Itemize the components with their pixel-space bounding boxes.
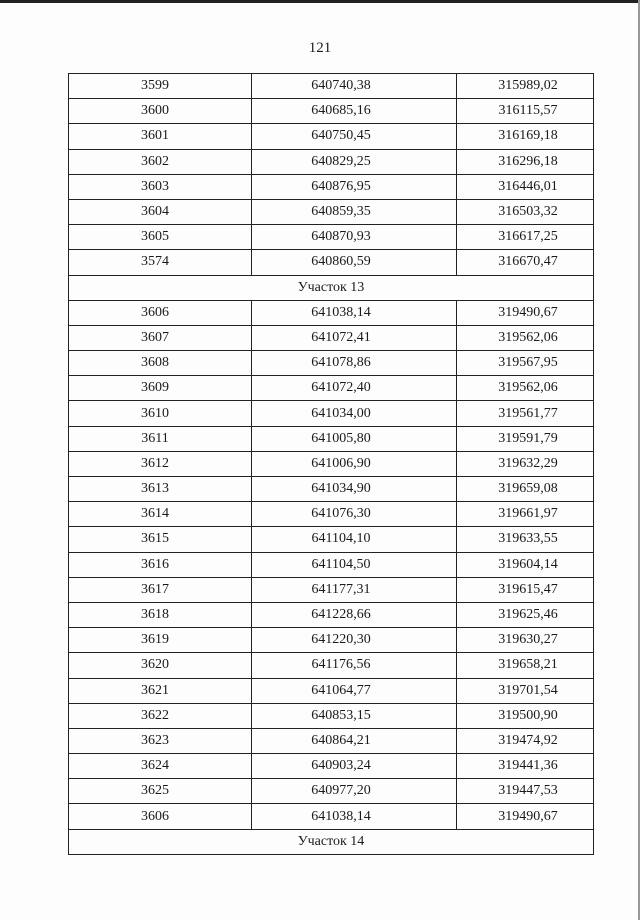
point-number-cell: 3613 [69, 477, 252, 502]
table-row [69, 149, 594, 174]
section-label: Участок 13 [69, 275, 594, 300]
coordinates-table-body [69, 74, 594, 855]
point-number-cell: 3574 [69, 250, 252, 275]
y-coordinate-cell: 319490,67 [457, 804, 594, 829]
x-coordinate-cell: 641034,90 [252, 477, 457, 502]
x-coordinate-cell: 641177,31 [252, 577, 457, 602]
table-row [69, 678, 594, 703]
scan-edge-top [0, 0, 640, 3]
point-number-cell: 3620 [69, 653, 252, 678]
point-number-cell: 3614 [69, 502, 252, 527]
y-coordinate-cell: 319561,77 [457, 401, 594, 426]
point-number-cell: 3612 [69, 451, 252, 476]
x-coordinate-cell: 641078,86 [252, 351, 457, 376]
y-coordinate-cell: 319661,97 [457, 502, 594, 527]
x-coordinate-cell: 640977,20 [252, 779, 457, 804]
y-coordinate-cell: 316115,57 [457, 99, 594, 124]
x-coordinate-cell: 640860,59 [252, 250, 457, 275]
x-coordinate-cell: 640853,15 [252, 703, 457, 728]
table-row [69, 426, 594, 451]
point-number-cell: 3625 [69, 779, 252, 804]
y-coordinate-cell: 319490,67 [457, 300, 594, 325]
y-coordinate-cell: 319447,53 [457, 779, 594, 804]
table-row [69, 804, 594, 829]
page-number: 121 [308, 40, 332, 56]
x-coordinate-cell: 641072,41 [252, 325, 457, 350]
table-row [69, 124, 594, 149]
x-coordinate-cell: 641176,56 [252, 653, 457, 678]
table-row [69, 552, 594, 577]
x-coordinate-cell: 640859,35 [252, 199, 457, 224]
point-number-cell: 3606 [69, 804, 252, 829]
table-row [69, 628, 594, 653]
table-row [69, 300, 594, 325]
y-coordinate-cell: 319632,29 [457, 451, 594, 476]
point-number-cell: 3615 [69, 527, 252, 552]
x-coordinate-cell: 641038,14 [252, 804, 457, 829]
section-header-row [69, 275, 594, 300]
y-coordinate-cell: 319562,06 [457, 376, 594, 401]
x-coordinate-cell: 641104,10 [252, 527, 457, 552]
table-row [69, 325, 594, 350]
y-coordinate-cell: 316169,18 [457, 124, 594, 149]
point-number-cell: 3601 [69, 124, 252, 149]
table-row [69, 74, 594, 99]
table-row [69, 477, 594, 502]
y-coordinate-cell: 316296,18 [457, 149, 594, 174]
table-row [69, 250, 594, 275]
x-coordinate-cell: 641072,40 [252, 376, 457, 401]
point-number-cell: 3610 [69, 401, 252, 426]
table-row [69, 225, 594, 250]
table-row [69, 401, 594, 426]
point-number-cell: 3623 [69, 728, 252, 753]
point-number-cell: 3619 [69, 628, 252, 653]
x-coordinate-cell: 640750,45 [252, 124, 457, 149]
section-header-row [69, 829, 594, 854]
table-row [69, 754, 594, 779]
x-coordinate-cell: 640740,38 [252, 74, 457, 99]
x-coordinate-cell: 641076,30 [252, 502, 457, 527]
table-row [69, 779, 594, 804]
table-row [69, 653, 594, 678]
point-number-cell: 3618 [69, 602, 252, 627]
x-coordinate-cell: 640870,93 [252, 225, 457, 250]
y-coordinate-cell: 319604,14 [457, 552, 594, 577]
section-label: Участок 14 [69, 829, 594, 854]
y-coordinate-cell: 319441,36 [457, 754, 594, 779]
x-coordinate-cell: 641005,80 [252, 426, 457, 451]
x-coordinate-cell: 640829,25 [252, 149, 457, 174]
y-coordinate-cell: 319567,95 [457, 351, 594, 376]
point-number-cell: 3621 [69, 678, 252, 703]
y-coordinate-cell: 315989,02 [457, 74, 594, 99]
table-row [69, 703, 594, 728]
y-coordinate-cell: 319658,21 [457, 653, 594, 678]
table-row [69, 199, 594, 224]
point-number-cell: 3603 [69, 174, 252, 199]
point-number-cell: 3616 [69, 552, 252, 577]
point-number-cell: 3608 [69, 351, 252, 376]
x-coordinate-cell: 641228,66 [252, 602, 457, 627]
table-row [69, 351, 594, 376]
point-number-cell: 3607 [69, 325, 252, 350]
point-number-cell: 3617 [69, 577, 252, 602]
point-number-cell: 3606 [69, 300, 252, 325]
x-coordinate-cell: 640685,16 [252, 99, 457, 124]
y-coordinate-cell: 319625,46 [457, 602, 594, 627]
x-coordinate-cell: 640864,21 [252, 728, 457, 753]
point-number-cell: 3622 [69, 703, 252, 728]
y-coordinate-cell: 316617,25 [457, 225, 594, 250]
y-coordinate-cell: 319500,90 [457, 703, 594, 728]
x-coordinate-cell: 640876,95 [252, 174, 457, 199]
x-coordinate-cell: 641006,90 [252, 451, 457, 476]
point-number-cell: 3602 [69, 149, 252, 174]
y-coordinate-cell: 319591,79 [457, 426, 594, 451]
y-coordinate-cell: 319659,08 [457, 477, 594, 502]
table-row [69, 577, 594, 602]
x-coordinate-cell: 640903,24 [252, 754, 457, 779]
x-coordinate-cell: 641064,77 [252, 678, 457, 703]
table-row [69, 174, 594, 199]
y-coordinate-cell: 319562,06 [457, 325, 594, 350]
y-coordinate-cell: 316670,47 [457, 250, 594, 275]
table-row [69, 602, 594, 627]
x-coordinate-cell: 641034,00 [252, 401, 457, 426]
table-row [69, 376, 594, 401]
point-number-cell: 3599 [69, 74, 252, 99]
point-number-cell: 3611 [69, 426, 252, 451]
point-number-cell: 3624 [69, 754, 252, 779]
x-coordinate-cell: 641220,30 [252, 628, 457, 653]
coordinates-table [68, 73, 594, 855]
y-coordinate-cell: 319701,54 [457, 678, 594, 703]
table-row [69, 99, 594, 124]
point-number-cell: 3605 [69, 225, 252, 250]
table-row [69, 728, 594, 753]
x-coordinate-cell: 641104,50 [252, 552, 457, 577]
table-row [69, 527, 594, 552]
y-coordinate-cell: 319630,27 [457, 628, 594, 653]
point-number-cell: 3609 [69, 376, 252, 401]
table-row [69, 451, 594, 476]
y-coordinate-cell: 319474,92 [457, 728, 594, 753]
y-coordinate-cell: 319633,55 [457, 527, 594, 552]
table-row [69, 502, 594, 527]
point-number-cell: 3600 [69, 99, 252, 124]
y-coordinate-cell: 316503,32 [457, 199, 594, 224]
x-coordinate-cell: 641038,14 [252, 300, 457, 325]
y-coordinate-cell: 319615,47 [457, 577, 594, 602]
point-number-cell: 3604 [69, 199, 252, 224]
y-coordinate-cell: 316446,01 [457, 174, 594, 199]
